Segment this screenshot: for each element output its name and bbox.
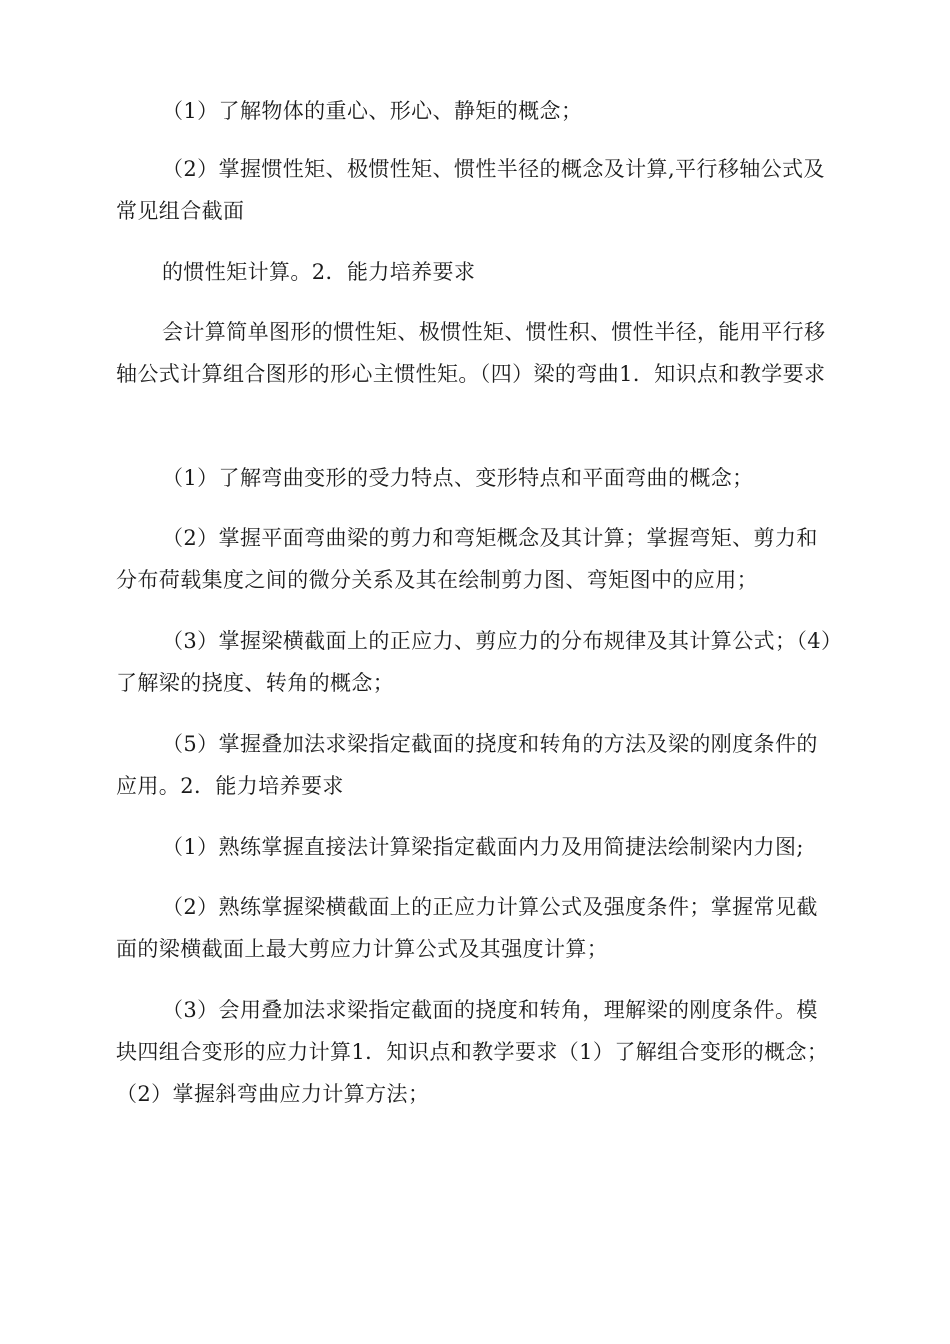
paragraph-direct-method: （1）熟练掌握直接法计算梁指定截面内力及用简捷法绘制梁内力图; [162, 835, 804, 859]
paragraph-ability-requirements: 会计算简单图形的惯性矩、极惯性矩、惯性积、惯性半径，能用平行移轴公式计算组合图形的形心主惯性矩。（四）梁的弯曲1．知识点和教学要求 [116, 320, 826, 386]
paragraph-stiffness-module-four: （3）会用叠加法求梁指定截面的挠度和转角，理解梁的刚度条件。模块四组合变形的应力计算1．知识点和教学要求（1）了解组合变形的概念；（2）掌握斜弯曲应力计算方法； [116, 998, 829, 1106]
paragraph-superposition: （5）掌握叠加法求梁指定截面的挠度和转角的方法及梁的刚度条件的应用。2．能力培养要求 [116, 732, 818, 798]
paragraph-inertia-calculation: 的惯性矩计算。2．能力培养要求 [162, 260, 476, 284]
paragraph-shear-moment: （2）掌握平面弯曲梁的剪力和弯矩概念及其计算；掌握弯矩、剪力和分布荷载集度之间的微分关系及其在绘制剪力图、弯矩图中的应用； [116, 526, 818, 592]
paragraph-centroid-concepts: （1）了解物体的重心、形心、静矩的概念； [162, 99, 583, 123]
paragraph-bending-concepts: （1）了解弯曲变形的受力特点、变形特点和平面弯曲的概念； [162, 466, 754, 490]
paragraph-strength-condition: （2）熟练掌握梁横截面上的正应力计算公式及强度条件；掌握常见截面的梁横截面上最大剪应力计算公式及其强度计算； [116, 895, 818, 961]
paragraph-moment-of-inertia: （2）掌握惯性矩、极惯性矩、惯性半径的概念及计算,平行移轴公式及常见组合截面 [116, 157, 825, 223]
paragraph-normal-stress: （3）掌握梁横截面上的正应力、剪应力的分布规律及其计算公式；（4）了解梁的挠度、转角的概念； [116, 629, 832, 695]
